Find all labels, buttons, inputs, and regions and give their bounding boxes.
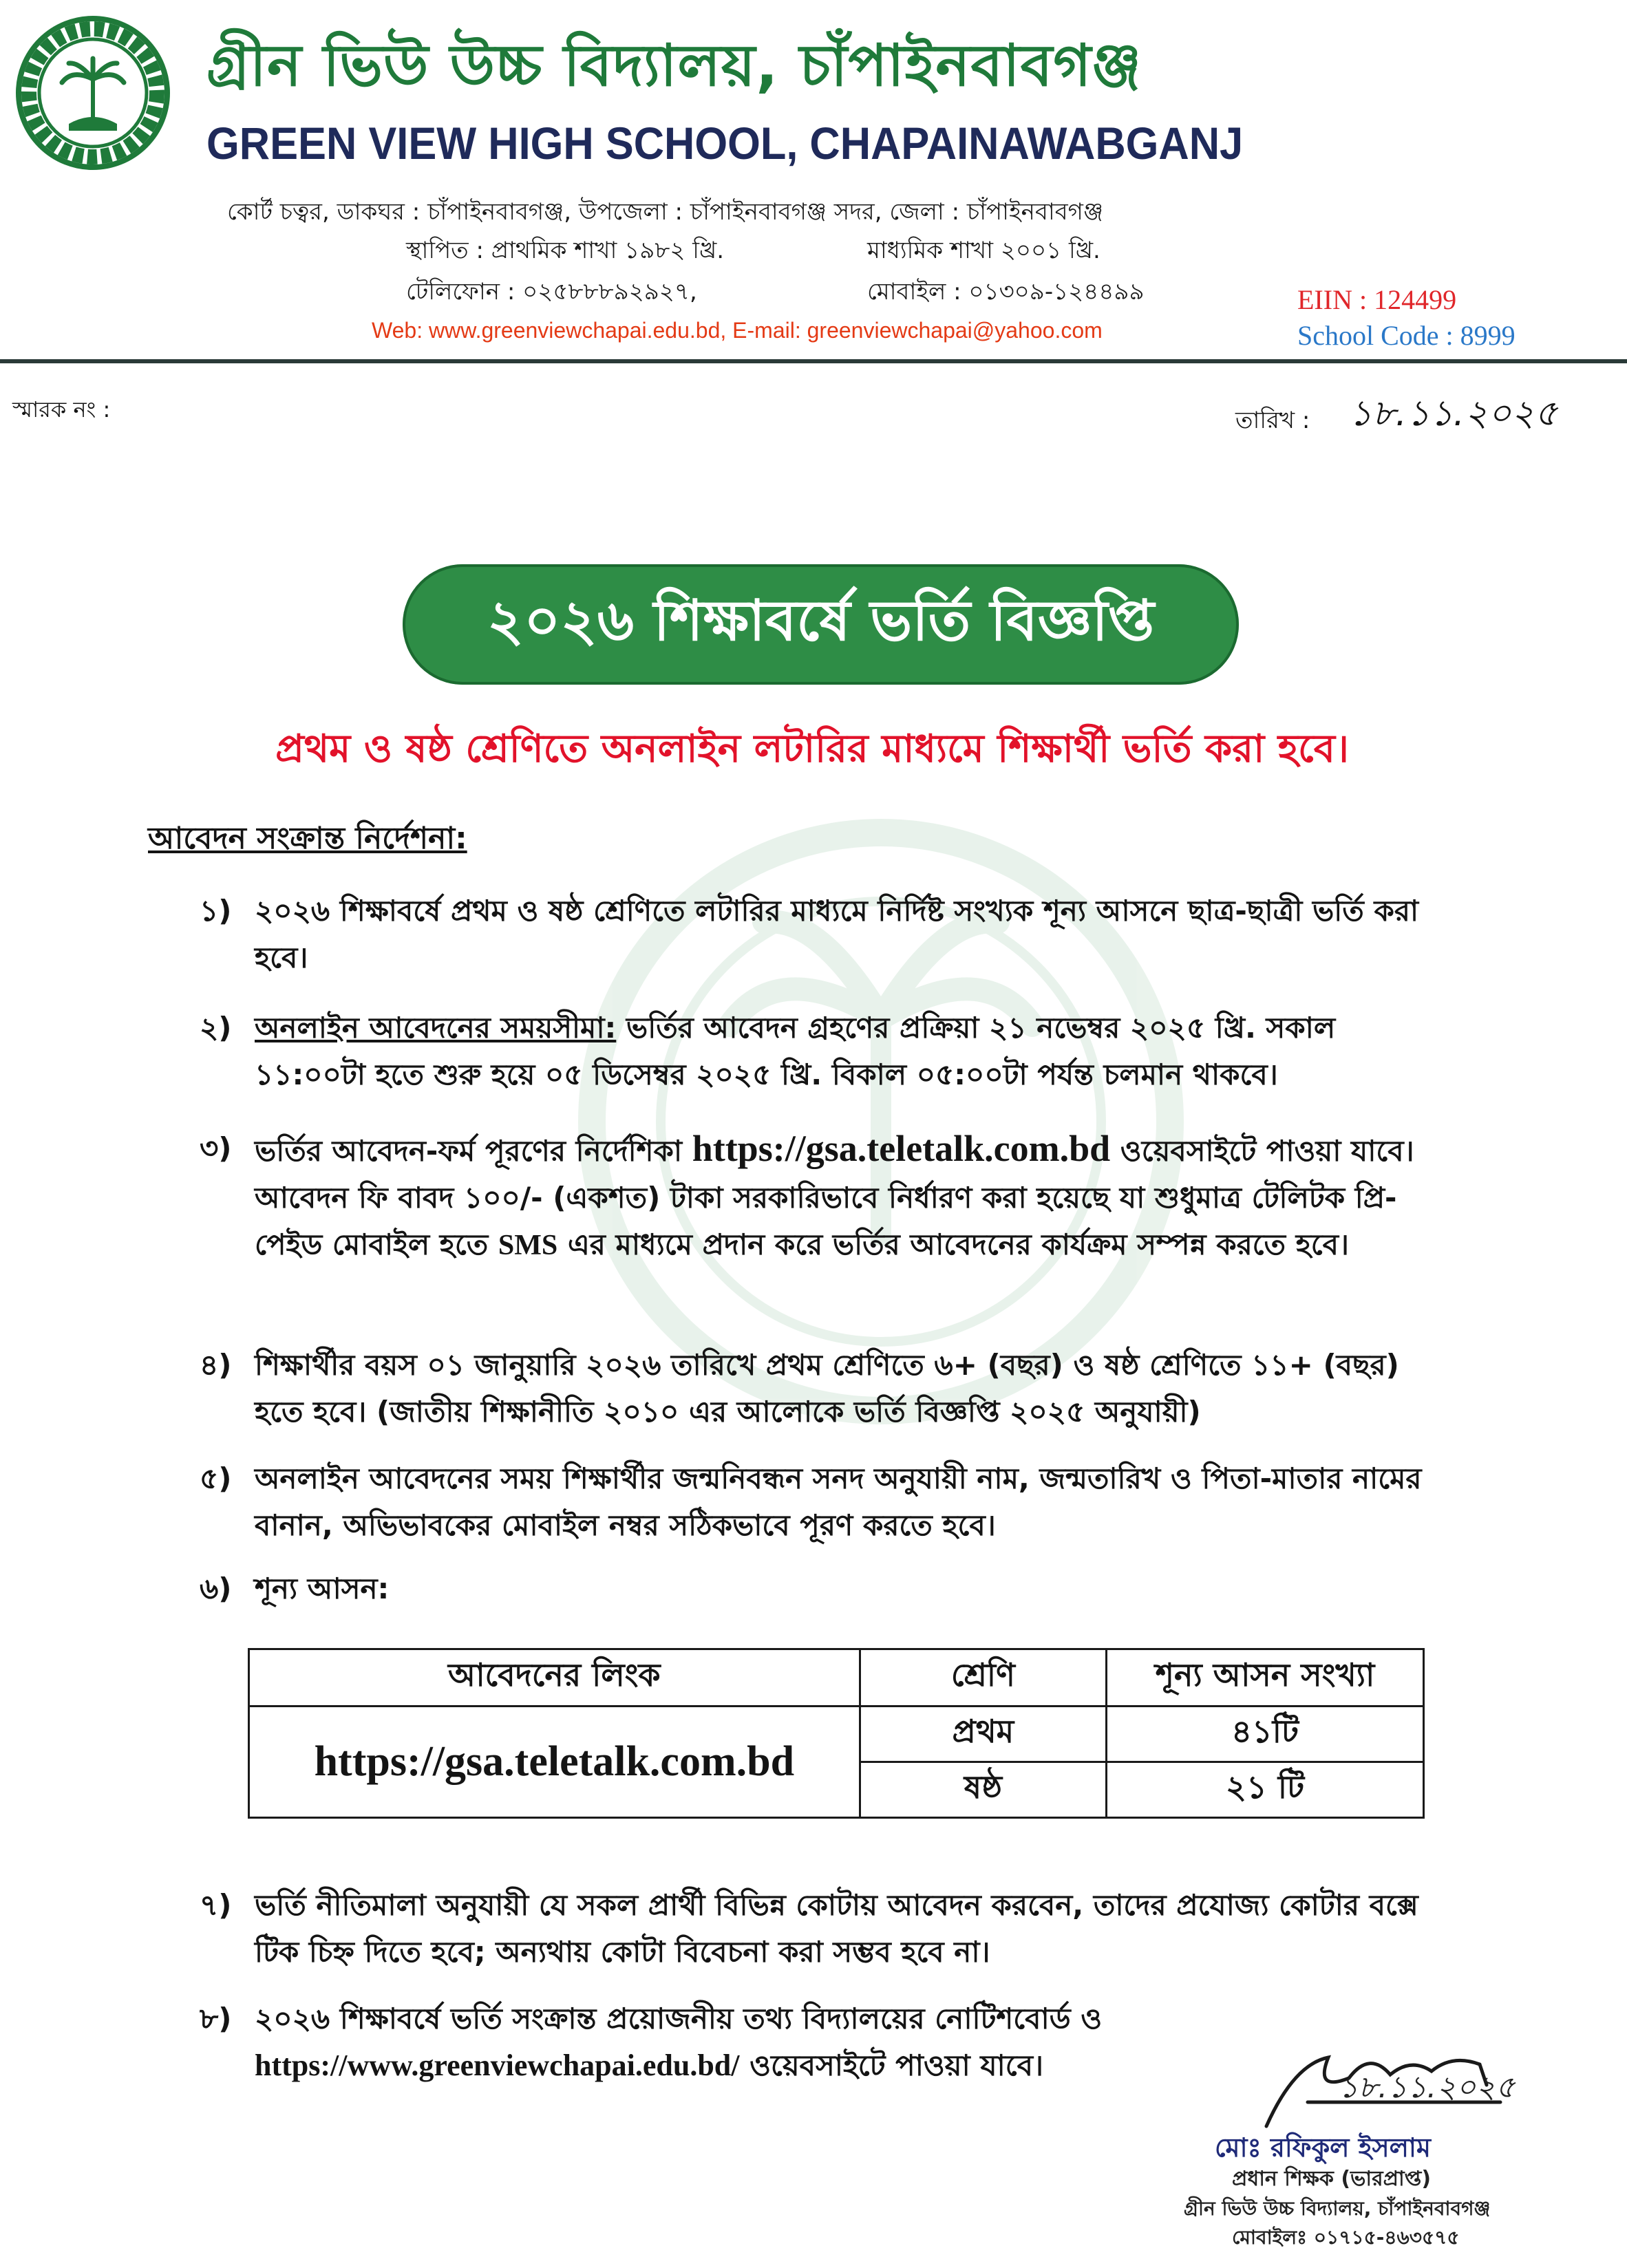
application-link-cell[interactable]: https://gsa.teletalk.com.bd	[249, 1707, 860, 1818]
item-number: ৫)	[200, 1462, 232, 1495]
instruction-item-4	[200, 1342, 1445, 1435]
table-row	[249, 1707, 1424, 1762]
date-value: ১৮.১১.২০২৫	[1349, 393, 1558, 434]
school-address: কোর্ট চত্বর, ডাকঘর : চাঁপাইনবাবগঞ্জ, উপজেলা : চাঁপাইনবাবগঞ্জ সদর, জেলা : চাঁপাইনবাবগঞ্জ	[227, 198, 1104, 226]
established-primary: স্থাপিত : প্রাথমিক শাখা ১৯৮২ খ্রি.	[406, 237, 725, 264]
school-code: School Code : 8999	[1297, 320, 1516, 351]
column-header-link: আবেদনের লিংক	[249, 1649, 860, 1707]
lottery-headline: প্রথম ও ষষ্ঠ শ্রেণিতে অনলাইন লটারির মাধ্যমে শিক্ষার্থী ভর্তি করা হবে।	[275, 727, 1349, 771]
banner-title: ২০২৬ শিক্ষাবর্ষে ভর্তি বিজ্ঞপ্তি	[487, 588, 1155, 654]
headmaster-name: মোঃ রফিকুল ইসলাম	[1215, 2132, 1432, 2163]
item-text-a: ভর্তির আবেদন-ফর্ম পূরণের নির্দেশিকা	[255, 1134, 692, 1168]
item-number: ১)	[200, 894, 232, 928]
item-number: ২)	[200, 1011, 232, 1045]
item-text-c: এর মাধ্যমে প্রদান করে ভর্তির আবেদনের কার্যক্রম সম্পন্ন করতে হবে।	[557, 1228, 1350, 1261]
web-email: Web: www.greenviewchapai.edu.bd, E-mail: greenviewchapai@yahoo.com	[372, 318, 1103, 343]
item-text: শূন্য আসন:	[255, 1572, 390, 1605]
instruction-item-8	[200, 1996, 1273, 2089]
headmaster-mobile: মোবাইলঃ ০১৭১৫-৪৬৩৫৭৫	[1232, 2226, 1460, 2249]
item-text: শিক্ষার্থীর বয়স ০১ জানুয়ারি ২০২৬ তারিখে প্রথম শ্রেণিতে ৬+ (বছর) ও ষষ্ঠ শ্রেণিতে ১১+ (বছর) হতে হবে। (জাতীয় শিক্ষানীতি ২০১০ এর আলোকে ভর্তি বিজ্ঞপ্তি ২০২৫ অনুযায়ী)	[255, 1348, 1399, 1429]
item-text-a: ২০২৬ শিক্ষাবর্ষে ভর্তি সংক্রান্ত প্রয়োজনীয় তথ্য বিদ্যালয়ের নোটিশবোর্ড ও	[255, 2002, 1103, 2035]
deadline-label: অনলাইন আবেদনের সময়সীমা:	[255, 1011, 617, 1045]
class-cell: প্রথম	[860, 1707, 1106, 1762]
instruction-item-2	[200, 1005, 1445, 1098]
signature-date: ১৮.১১.২০২৫	[1339, 2070, 1516, 2105]
teletalk-link[interactable]: https://gsa.teletalk.com.bd	[692, 1128, 1111, 1169]
vacant-seats-table	[248, 1648, 1425, 1819]
column-header-class: শ্রেণি	[860, 1649, 1106, 1707]
item-text: অনলাইন আবেদনের সময় শিক্ষার্থীর জন্মনিবন্ধন সনদ অনুযায়ী নাম, জন্মতারিখ ও পিতা-মাতার নামের বানান, অভিভাবকের মোবাইল নম্বর সঠিকভাবে পূরণ করতে হবে।	[255, 1462, 1422, 1542]
item-number: ৭)	[200, 1888, 232, 1922]
column-header-seats: শূন্য আসন সংখ্যা	[1107, 1649, 1424, 1707]
mobile: মোবাইল : ০১৩০৯-১২৪৪৯৯	[867, 278, 1145, 306]
class-cell: ষষ্ঠ	[860, 1762, 1106, 1818]
instruction-item-1	[200, 888, 1445, 981]
headmaster-designation: প্রধান শিক্ষক (ভারপ্রাপ্ত)	[1232, 2167, 1432, 2191]
sms-label: SMS	[498, 1230, 558, 1261]
established-secondary: মাধ্যমিক শাখা ২০০১ খ্রি.	[867, 237, 1100, 264]
instruction-item-3	[200, 1125, 1445, 1269]
eiin: EIIN : 124499	[1297, 284, 1457, 315]
school-name-english: GREEN VIEW HIGH SCHOOL, CHAPAINAWABGANJ	[206, 118, 1244, 169]
instruction-item-6	[200, 1565, 1445, 1612]
item-number: ৮)	[200, 2002, 232, 2035]
item-text: ২০২৬ শিক্ষাবর্ষে প্রথম ও ষষ্ঠ শ্রেণিতে লটারির মাধ্যমে নির্দিষ্ট সংখ্যক শূন্য আসনে ছাত্র-ছাত্রী ভর্তি করা হবে।	[255, 894, 1419, 974]
school-website-link[interactable]: https://www.greenviewchapai.edu.bd/	[255, 2048, 740, 2082]
item-number: ৪)	[200, 1348, 232, 1382]
signature-institution: গ্রীন ভিউ উচ্চ বিদ্যালয়, চাঁপাইনবাবগঞ্জ	[1184, 2197, 1491, 2220]
instruction-item-7	[200, 1882, 1445, 1976]
date-label: তারিখ :	[1235, 407, 1310, 434]
school-logo-icon	[14, 14, 172, 172]
item-number: ৬)	[200, 1572, 232, 1605]
telephone: টেলিফোন : ০২৫৮৮৮৯২৯২৭,	[406, 278, 697, 306]
seats-cell: ২১ টি	[1107, 1762, 1424, 1818]
memo-label: স্মারক নং :	[12, 396, 111, 422]
header-divider	[0, 359, 1627, 363]
item-text: ভর্তির আবেদন গ্রহণের প্রক্রিয়া ২১ নভেম্বর ২০২৫ খ্রি. সকাল ১১:০০টা হতে শুরু হয়ে ০৫ ডিসেম্বর ২০২৫ খ্রি. বিকাল ০৫:০০টা পর্যন্ত চলমান থাকবে।	[255, 1011, 1336, 1091]
seats-cell: ৪১টি	[1107, 1707, 1424, 1762]
admission-notice-banner	[403, 564, 1239, 685]
item-text-b: ওয়েবসাইটে পাওয়া যাবে।	[739, 2048, 1043, 2082]
item-text-b: ওয়েবসাইটে পাওয়া যাবে। আবেদন ফি বাবদ ১০০/- (একশত) টাকা সরকারিভাবে নির্ধারণ করা হয়েছে যা শুধুমাত্র টেলিটক প্রি-পেইড মোবাইল হতে	[255, 1134, 1414, 1261]
school-name-bangla: গ্রীন ভিউ উচ্চ বিদ্যালয়, চাঁপাইনবাবগঞ্জ	[206, 32, 1142, 99]
instructions-heading: আবেদন সংক্রান্ত নির্দেশনা:	[148, 821, 467, 856]
item-number: ৩)	[200, 1131, 232, 1165]
table-header-row	[249, 1649, 1424, 1707]
item-text: ভর্তি নীতিমালা অনুযায়ী যে সকল প্রার্থী বিভিন্ন কোটায় আবেদন করবেন, তাদের প্রযোজ্য কোটার বক্সে টিক চিহ্ন দিতে হবে; অন্যথায় কোটা বিবেচনা করা সম্ভব হবে না।	[255, 1888, 1418, 1969]
instruction-item-5	[200, 1455, 1445, 1549]
